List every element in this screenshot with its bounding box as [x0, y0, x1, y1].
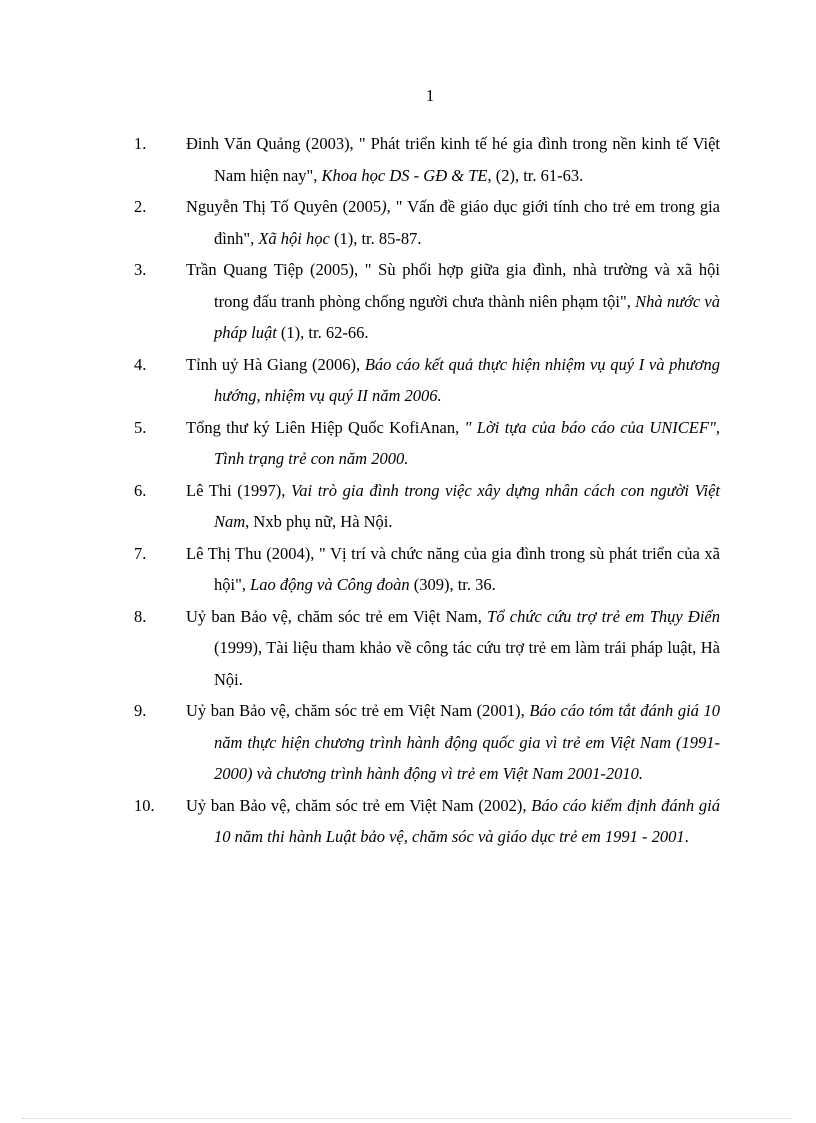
- reference-segment: Tổng thư ký Liên Hiệp Quốc KofiAnan: [186, 417, 456, 437]
- reference-number: 9.: [134, 701, 147, 720]
- reference-number: 7.: [134, 543, 147, 563]
- reference-item: [134, 128, 720, 191]
- reference-text: [186, 601, 720, 696]
- reference-title: Tổ chức cứu trợ trẻ em Thụy Điển: [487, 606, 720, 626]
- reference-segment: (1), tr. 62-66.: [276, 323, 369, 342]
- reference-segment: Uỷ ban Bảo vệ, chăm sóc trẻ em Việt Nam (2001),: [186, 701, 530, 720]
- reference-text: [186, 254, 720, 349]
- reference-number: 6.: [134, 480, 147, 500]
- reference-text: [186, 695, 720, 790]
- reference-item: [134, 695, 720, 790]
- reference-item: [134, 349, 720, 412]
- reference-segment: " Vấn đề giáo dục giới tính cho trẻ em trong gia đình",: [214, 197, 720, 248]
- reference-item: [134, 538, 720, 601]
- reference-segment: Nguyễn Thị Tố Quyên (2005: [186, 197, 382, 216]
- reference-segment: Lê Thi (1997),: [186, 480, 292, 500]
- reference-segment: Lê Thị Thu (2004), " Vị trí và chức năng của gia đình trong sù phát triển của xã hội",: [186, 543, 720, 594]
- reference-segment: Uỷ ban Bảo vệ, chăm sóc trẻ em Việt Nam,: [186, 606, 488, 626]
- reference-number: 4.: [134, 354, 147, 374]
- reference-title: Xã hội học: [258, 228, 330, 248]
- reference-text: [186, 538, 720, 601]
- reference-item: [134, 475, 720, 538]
- reference-number: 3.: [134, 260, 147, 279]
- reference-text: [186, 412, 720, 475]
- reference-segment: , (2), tr. 61-63.: [487, 165, 584, 185]
- reference-title: Báo cáo kết quả thực hiện nhiệm vụ quý I và phương hướng, nhiệm vụ quý II năm 2006.: [214, 354, 720, 405]
- reference-text: [186, 128, 720, 191]
- reference-item: [134, 601, 720, 696]
- reference-segment: , Nxb phụ nữ, Hà Nội.: [245, 512, 393, 531]
- reference-segment: (1), tr. 85-87.: [329, 228, 422, 248]
- reference-item: [134, 191, 720, 254]
- reference-number: 1.: [134, 134, 147, 153]
- reference-text: [186, 475, 720, 538]
- reference-segment: Tỉnh uỷ Hà Giang (2006),: [186, 354, 365, 374]
- reference-title: Vai trò gia đình trong việc xây dựng nhân cách con người Việt Nam: [214, 480, 720, 531]
- reference-item: [134, 412, 720, 475]
- reference-number: 2.: [134, 197, 147, 216]
- reference-segment: Trần Quang Tiệp (2005), " Sù phối hợp giữa gia đình, nhà trường và xã hội trong đấu tranh phòng chống người chưa thành niên phạm tội",: [186, 260, 720, 311]
- reference-item: [134, 790, 720, 853]
- page-number: 1: [425, 86, 435, 105]
- reference-segment: (1999), Tài liệu tham khảo về công tác cứu trợ trẻ em làm trái pháp luật, Hà Nội.: [214, 638, 720, 689]
- reference-number: 5.: [134, 417, 147, 437]
- reference-text: [186, 790, 720, 853]
- reference-title: Nhà nước và pháp luật: [214, 291, 720, 342]
- reference-segment: .: [684, 827, 689, 846]
- reference-text: [186, 191, 720, 254]
- reference-item: [134, 254, 720, 349]
- reference-title: Báo cáo kiểm định đánh giá 10 năm thi hành Luật bảo vệ, chăm sóc và giáo dục trẻ em 1991 - 2001: [214, 795, 721, 846]
- reference-list: [134, 128, 720, 853]
- reference-title: Lao động và Công đoàn: [250, 575, 410, 594]
- reference-number: 8.: [134, 606, 147, 626]
- reference-title: Báo cáo tóm tắt đánh giá 10 năm thực hiện chương trình hành động quốc gia vì trẻ em Việt Nam (1991-2000) và chương trình hành động vì trẻ em Việt Nam 2001-2010.: [214, 701, 721, 783]
- page-bottom-rule: [22, 1118, 792, 1119]
- reference-text: [186, 349, 720, 412]
- reference-segment: (309), tr. 36.: [409, 575, 496, 594]
- reference-title: ),: [381, 197, 396, 216]
- reference-title: Khoa học DS - GĐ & TE: [321, 165, 488, 185]
- reference-segment: Uỷ ban Bảo vệ, chăm sóc trẻ em Việt Nam (2002),: [186, 795, 532, 815]
- reference-number: 10.: [134, 795, 155, 815]
- reference-title: , " Lời tựa của báo cáo của UNICEF", Tình trạng trẻ con năm 2000.: [214, 417, 720, 468]
- reference-segment: Đinh Văn Quảng (2003), " Phát triển kinh tế hé gia đình trong nền kinh tế Việt Nam hiện nay",: [186, 134, 720, 185]
